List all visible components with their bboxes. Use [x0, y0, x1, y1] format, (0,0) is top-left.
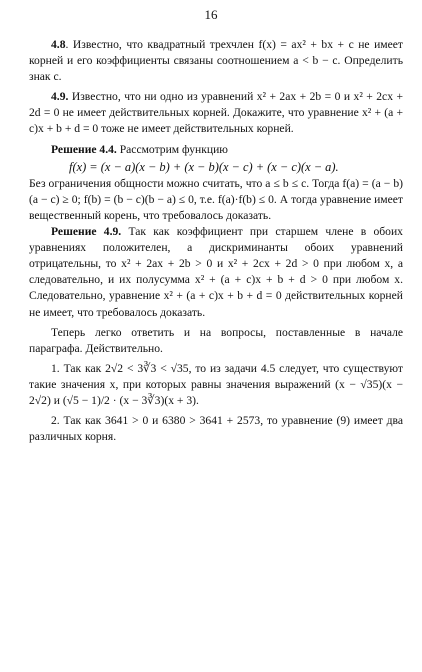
solution-4-9-label: Решение 4.9.: [51, 225, 122, 239]
solution-4-4-intro: [29, 142, 403, 158]
page-number: 16: [204, 7, 218, 22]
solution-4-4-intro-text: Рассмотрим функцию: [116, 142, 228, 156]
problem-4-8-text: . Известно, что квадратный трехчлен f(x) = ax² + bx + c не имеет корней и его коэффициенты связаны соотношением a < b − c. Определить знак c.: [29, 38, 403, 84]
solution-4-4-label: Решение 4.4.: [51, 142, 117, 156]
solution-4-9: [29, 224, 403, 321]
problem-4-9-label: 4.9.: [51, 90, 69, 104]
solution-4-9-text: Так как коэффициент при старшем члене в обоих уравнениях положителен, а дискриминанты обоих уравнений отрицательны, то x² + 2ax + 2b > 0 и x² + 2cx + 2d > 0 при любом x, а следовательно, и их полусумма x² + (a + c)x + b + d > 0 при любом x. Следовательно, уравнение x² + (a + c)x + b + d = 0 действительных корней не имеет, что требовалось доказать.: [29, 225, 403, 319]
solution-4-4-formula: f(x) = (x − a)(x − b) + (x − b)(x − c) + (x − c)(x − a).: [69, 159, 339, 174]
problem-4-8: [29, 37, 403, 85]
item-1: 1. Так как 2√2 < 3∛3 < √35, то из задачи 4.5 следует, что существуют такие значения x, при которых равны значения выражений (x − √35)(x − 2√2) и (√5 − 1)/2 · (x − 3∛3)(x + 3).: [29, 361, 403, 407]
problem-4-9-text: Известно, что ни одно из уравнений x² + 2ax + 2b = 0 и x² + 2cx + 2d = 0 не имеет действительных корней. Докажите, что уравнение x² + (a + c)x + b + d = 0 тоже не имеет действительных корней.: [29, 90, 403, 136]
problem-4-9: [29, 89, 403, 137]
solution-4-4-text: Без ограничения общности можно считать, что a ≤ b ≤ c. Тогда f(a) = (a − b)(a − c) ≥ 0; f(b) = (b − c)(b − a) ≤ 0, т.е. f(a)·f(b) ≤ 0. А тогда уравнение имеет вещественный корень, что требовалось доказать.: [29, 176, 403, 222]
item-2: 2. Так как 3641 > 0 и 6380 > 3641 + 2573, то уравнение (9) имеет два различных корня.: [29, 414, 403, 444]
paragraph-intro: Теперь легко ответить и на вопросы, поставленные в начале параграфа. Действительно.: [29, 325, 403, 355]
page-body: [29, 37, 403, 445]
problem-4-8-label: 4.8: [51, 38, 66, 51]
